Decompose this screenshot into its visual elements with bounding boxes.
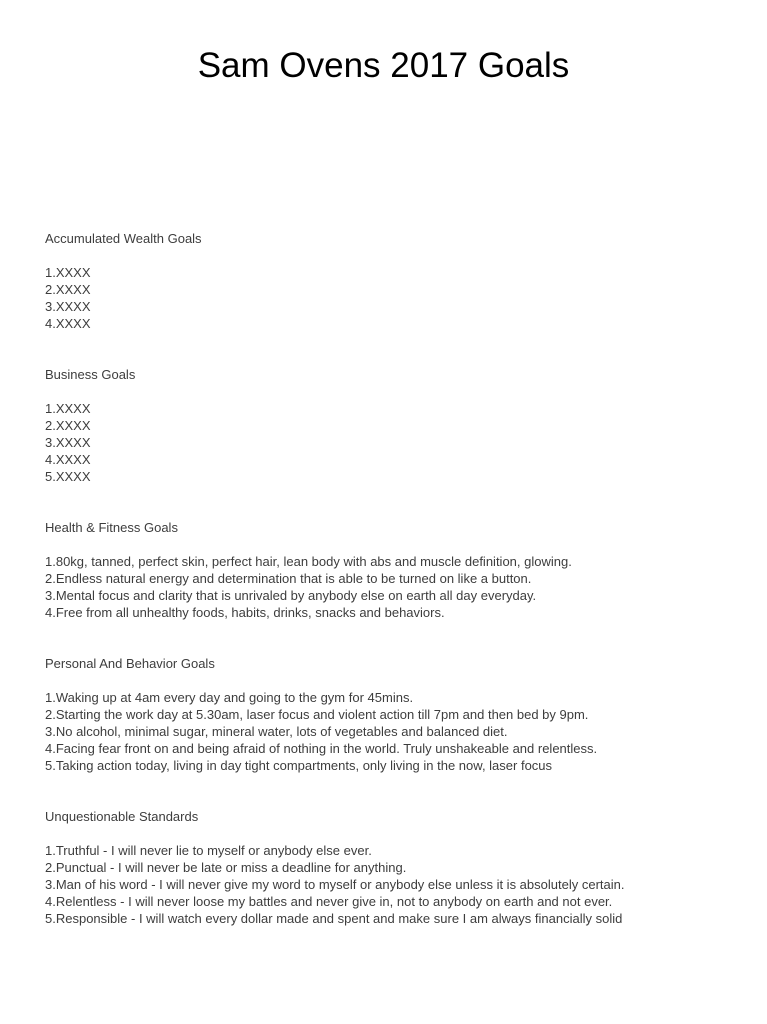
list-item: 1.Truthful - I will never lie to myself or anybody else ever. bbox=[45, 843, 372, 858]
list-item: 1.XXXX bbox=[45, 401, 91, 416]
list-item: 5.XXXX bbox=[45, 469, 91, 484]
section-unquestionable-standards bbox=[45, 808, 745, 927]
list-item: 2.XXXX bbox=[45, 418, 91, 433]
list-item: 4.XXXX bbox=[45, 452, 91, 467]
list-item: 3.Mental focus and clarity that is unrivaled by anybody else on earth all day everyday. bbox=[45, 588, 537, 603]
goal-list bbox=[45, 264, 745, 332]
list-item: 4.Relentless - I will never loose my battles and never give in, not to anybody on earth and not ever. bbox=[45, 894, 613, 909]
list-item: 1.XXXX bbox=[45, 265, 91, 280]
list-item: 3.XXXX bbox=[45, 299, 91, 314]
goal-list bbox=[45, 553, 745, 621]
list-item: 5.Taking action today, living in day tight compartments, only living in the now, laser focus bbox=[45, 758, 553, 773]
section-heading: Health & Fitness Goals bbox=[45, 520, 178, 535]
list-item: 4.Free from all unhealthy foods, habits, drinks, snacks and behaviors. bbox=[45, 605, 445, 620]
section-heading: Accumulated Wealth Goals bbox=[45, 231, 202, 246]
list-item: 4.Facing fear front on and being afraid of nothing in the world. Truly unshakeable and relentless. bbox=[45, 741, 598, 756]
list-item: 4.XXXX bbox=[45, 316, 91, 331]
goal-list bbox=[45, 400, 745, 485]
list-item: 3.XXXX bbox=[45, 435, 91, 450]
goals-content bbox=[45, 230, 745, 961]
goal-list bbox=[45, 689, 745, 774]
page-title: Sam Ovens 2017 Goals bbox=[197, 46, 570, 85]
section-heading: Business Goals bbox=[45, 367, 136, 382]
goal-list bbox=[45, 842, 745, 927]
list-item: 2.XXXX bbox=[45, 282, 91, 297]
section-heading: Unquestionable Standards bbox=[45, 809, 199, 824]
section-accumulated-wealth-goals bbox=[45, 230, 745, 332]
section-personal-behavior-goals bbox=[45, 655, 745, 774]
list-item: 2.Endless natural energy and determination that is able to be turned on like a button. bbox=[45, 571, 532, 586]
list-item: 1.Waking up at 4am every day and going to the gym for 45mins. bbox=[45, 690, 414, 705]
list-item: 1.80kg, tanned, perfect skin, perfect hair, lean body with abs and muscle definition, glowing. bbox=[45, 554, 572, 569]
section-business-goals bbox=[45, 366, 745, 485]
list-item: 5.Responsible - I will watch every dollar made and spent and make sure I am always financially solid bbox=[45, 911, 623, 926]
list-item: 2.Punctual - I will never be late or miss a deadline for anything. bbox=[45, 860, 407, 875]
list-item: 2.Starting the work day at 5.30am, laser focus and violent action till 7pm and then bed by 9pm. bbox=[45, 707, 589, 722]
list-item: 3.No alcohol, minimal sugar, mineral water, lots of vegetables and balanced diet. bbox=[45, 724, 508, 739]
section-health-fitness-goals bbox=[45, 519, 745, 621]
section-heading: Personal And Behavior Goals bbox=[45, 656, 215, 671]
list-item: 3.Man of his word - I will never give my word to myself or anybody else unless it is absolutely certain. bbox=[45, 877, 625, 892]
